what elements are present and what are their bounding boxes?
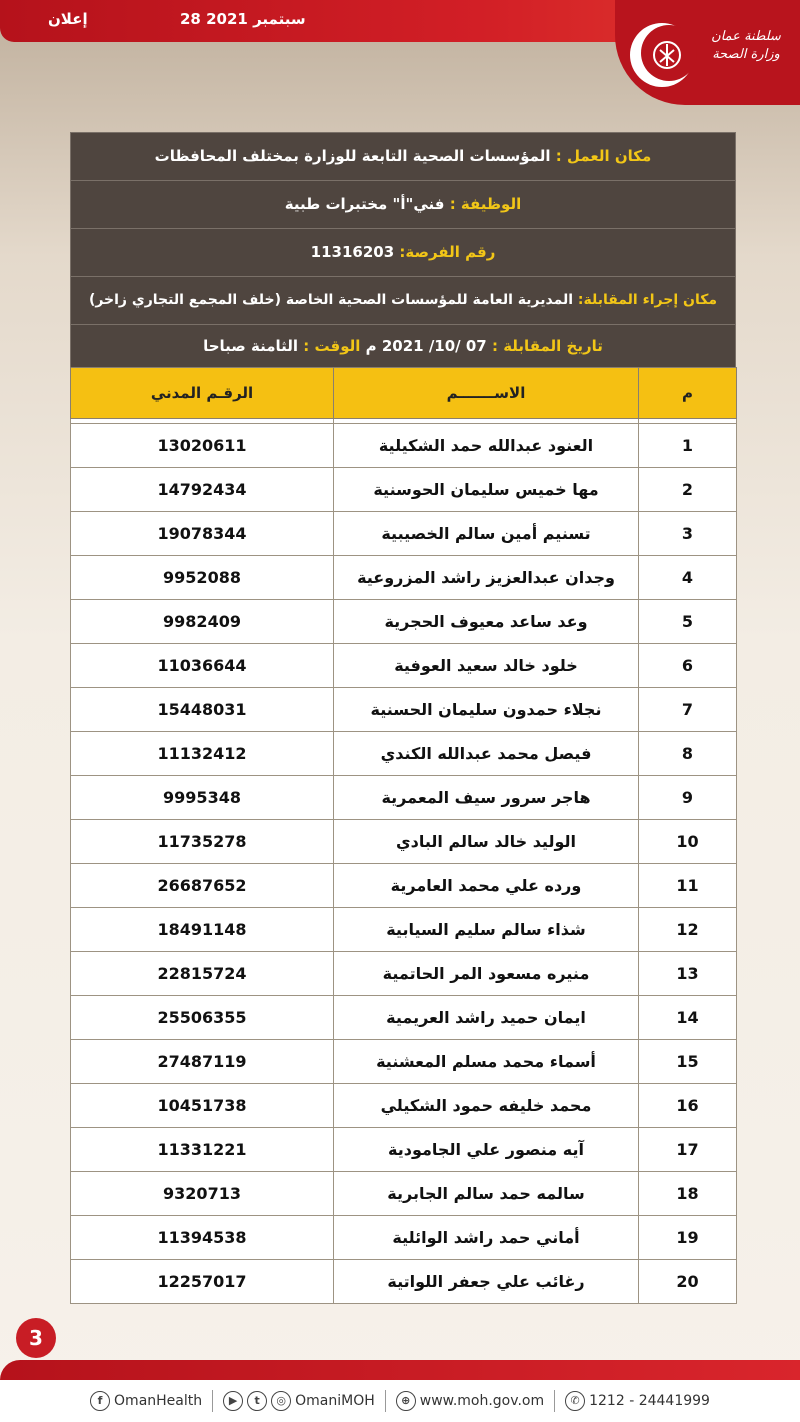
footer-accent	[0, 1360, 800, 1380]
row-civil-id: 18491148	[71, 908, 334, 952]
table-row	[71, 512, 737, 556]
candidates-table	[70, 367, 737, 1304]
row-name: العنود عبدالله حمد الشكيلية	[334, 424, 639, 468]
website-url: www.moh.gov.om	[419, 1393, 545, 1409]
table-body	[71, 419, 737, 1304]
table-row	[71, 600, 737, 644]
facebook-icon: f	[90, 1391, 110, 1411]
row-name: سالمه حمد سالم الجابرية	[334, 1172, 639, 1216]
table-row	[71, 864, 737, 908]
phone-contact[interactable]	[565, 1391, 710, 1411]
website-contact[interactable]	[396, 1391, 544, 1411]
table-row	[71, 1128, 737, 1172]
job-row	[70, 180, 736, 228]
phone-icon: ✆	[565, 1391, 585, 1411]
table-row	[71, 996, 737, 1040]
announcement-label: إعلان	[48, 10, 88, 28]
row-civil-id: 19078344	[71, 512, 334, 556]
row-civil-id: 10451738	[71, 1084, 334, 1128]
venue-key: مكان إجراء المقابلة:	[577, 292, 718, 308]
row-name: ايمان حميد راشد العريمية	[334, 996, 639, 1040]
youtube-icon: ▶	[223, 1391, 243, 1411]
table-row	[71, 1172, 737, 1216]
row-name: رغائب علي جعفر اللواتية	[334, 1260, 639, 1304]
globe-icon: ⊕	[396, 1391, 416, 1411]
row-civil-id: 22815724	[71, 952, 334, 996]
job-key: الوظيفة :	[449, 195, 522, 213]
row-index: 8	[639, 732, 737, 776]
row-civil-id: 11132412	[71, 732, 334, 776]
row-name: مها خميس سليمان الحوسنية	[334, 468, 639, 512]
row-civil-id: 27487119	[71, 1040, 334, 1084]
row-civil-id: 13020611	[71, 424, 334, 468]
row-name: نجلاء حمدون سليمان الحسنية	[334, 688, 639, 732]
interview-time-value: الثامنة صباحا	[203, 337, 299, 355]
logo-line-2: وزارة الصحة	[712, 47, 780, 62]
facebook-contact[interactable]	[90, 1391, 202, 1411]
instagram-icon: ◎	[271, 1391, 291, 1411]
interview-sheet	[70, 132, 736, 1304]
row-index: 1	[639, 424, 737, 468]
table-row	[71, 1216, 737, 1260]
row-name: أماني حمد راشد الوائلية	[334, 1216, 639, 1260]
row-index: 10	[639, 820, 737, 864]
row-civil-id: 14792434	[71, 468, 334, 512]
row-civil-id: 11394538	[71, 1216, 334, 1260]
row-civil-id: 9320713	[71, 1172, 334, 1216]
row-name: هاجر سرور سيف المعمرية	[334, 776, 639, 820]
row-index: 7	[639, 688, 737, 732]
row-name: خلود خالد سعيد العوفية	[334, 644, 639, 688]
table-header-row	[71, 368, 737, 419]
divider	[212, 1390, 213, 1412]
row-index: 12	[639, 908, 737, 952]
row-name: منيره مسعود المر الحاتمية	[334, 952, 639, 996]
row-index: 19	[639, 1216, 737, 1260]
row-index: 4	[639, 556, 737, 600]
row-civil-id: 25506355	[71, 996, 334, 1040]
row-name: آيه منصور علي الجامودية	[334, 1128, 639, 1172]
opportunity-row	[70, 228, 736, 276]
row-civil-id: 11331221	[71, 1128, 334, 1172]
opportunity-key: رقم الفرصة:	[399, 243, 496, 261]
job-value: فني"أ" مختبرات طبية	[284, 195, 445, 213]
row-civil-id: 11735278	[71, 820, 334, 864]
row-name: تسنيم أمين سالم الخصيبية	[334, 512, 639, 556]
venue-row	[70, 276, 736, 324]
workplace-value: المؤسسات الصحية التابعة للوزارة بمختلف المحافظات	[154, 147, 551, 165]
col-header-civil-id: الرقـم المدني	[71, 368, 334, 419]
table-row	[71, 644, 737, 688]
interview-date-key: تاريخ المقابلة :	[491, 337, 603, 355]
workplace-row	[70, 132, 736, 180]
social-contact[interactable]	[223, 1391, 375, 1411]
row-name: الوليد خالد سالم البادي	[334, 820, 639, 864]
row-index: 16	[639, 1084, 737, 1128]
workplace-key: مكان العمل :	[555, 147, 652, 165]
row-civil-id: 26687652	[71, 864, 334, 908]
col-header-index: م	[639, 368, 737, 419]
twitter-icon: t	[247, 1391, 267, 1411]
row-civil-id: 11036644	[71, 644, 334, 688]
row-civil-id: 12257017	[71, 1260, 334, 1304]
row-index: 13	[639, 952, 737, 996]
table-row	[71, 952, 737, 996]
row-index: 2	[639, 468, 737, 512]
table-row	[71, 424, 737, 468]
row-name: شذاء سالم سليم السيابية	[334, 908, 639, 952]
row-index: 17	[639, 1128, 737, 1172]
row-name: ورده علي محمد العامرية	[334, 864, 639, 908]
row-index: 5	[639, 600, 737, 644]
row-index: 20	[639, 1260, 737, 1304]
ministry-logo	[615, 0, 800, 105]
row-civil-id: 9995348	[71, 776, 334, 820]
interview-date-row	[70, 324, 736, 367]
opportunity-value: 11316203	[310, 243, 395, 261]
table-row	[71, 776, 737, 820]
table-row	[71, 1260, 737, 1304]
col-header-name: الاســـــــم	[334, 368, 639, 419]
row-name: وجدان عبدالعزيز راشد المزروعية	[334, 556, 639, 600]
page-number: 3	[16, 1318, 56, 1358]
table-row	[71, 1040, 737, 1084]
table-row	[71, 1084, 737, 1128]
row-index: 14	[639, 996, 737, 1040]
table-row	[71, 820, 737, 864]
row-civil-id: 9952088	[71, 556, 334, 600]
table-row	[71, 908, 737, 952]
venue-value: المديرية العامة للمؤسسات الصحية الخاصة (خلف المجمع التجاري زاخر)	[88, 292, 574, 308]
facebook-handle: OmanHealth	[114, 1393, 203, 1409]
social-handle: OmaniMOH	[295, 1393, 375, 1409]
table-row	[71, 468, 737, 512]
row-civil-id: 15448031	[71, 688, 334, 732]
row-name: فيصل محمد عبدالله الكندي	[334, 732, 639, 776]
crescent-emblem-icon	[627, 20, 697, 90]
footer-contacts	[0, 1380, 800, 1422]
phone-number: 1212 - 24441999	[589, 1393, 710, 1409]
table-row	[71, 556, 737, 600]
logo-line-1: سلطنة عمان	[711, 29, 781, 44]
table-row	[71, 688, 737, 732]
table-row	[71, 732, 737, 776]
interview-time-key: الوقت :	[303, 337, 361, 355]
row-name: أسماء محمد مسلم المعشنية	[334, 1040, 639, 1084]
announcement-date: 28 سبتمبر 2021	[180, 10, 306, 28]
row-index: 11	[639, 864, 737, 908]
interview-date-value: 07 /10/ 2021 م	[365, 337, 487, 355]
row-index: 15	[639, 1040, 737, 1084]
divider	[385, 1390, 386, 1412]
row-name: وعد ساعد معيوف الحجرية	[334, 600, 639, 644]
row-index: 6	[639, 644, 737, 688]
divider	[554, 1390, 555, 1412]
row-index: 9	[639, 776, 737, 820]
row-index: 3	[639, 512, 737, 556]
row-civil-id: 9982409	[71, 600, 334, 644]
row-index: 18	[639, 1172, 737, 1216]
row-name: محمد خليفه حمود الشكيلي	[334, 1084, 639, 1128]
